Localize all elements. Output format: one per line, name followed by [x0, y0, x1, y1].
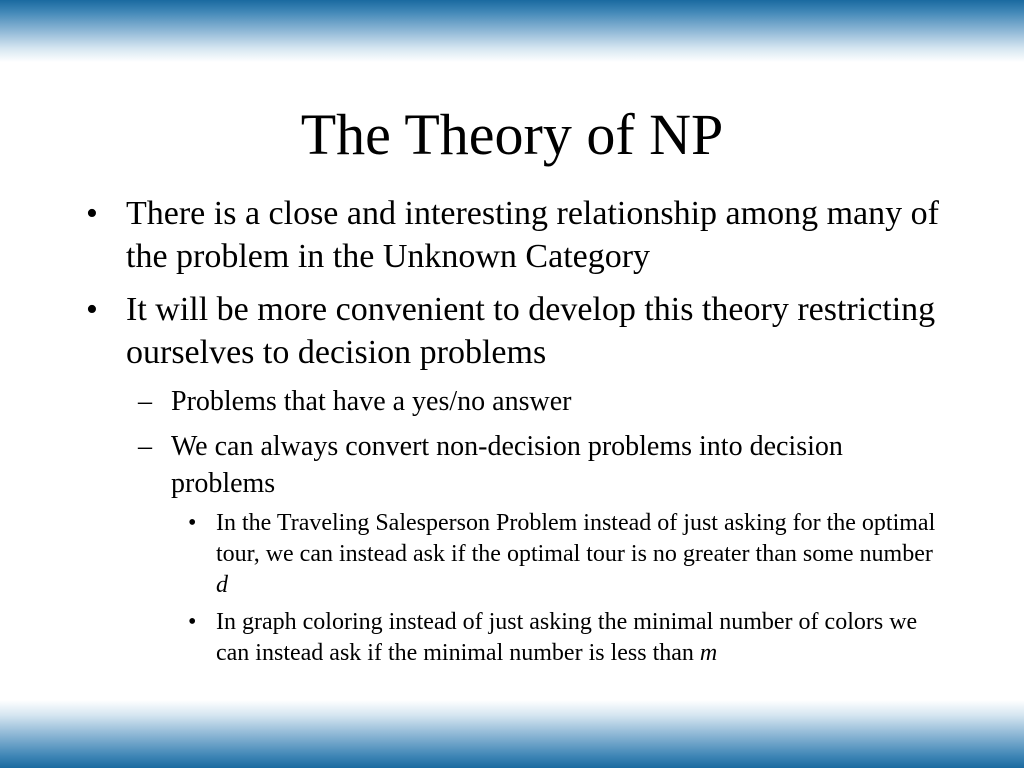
bottom-gradient-band	[0, 700, 1024, 768]
dash-marker: –	[138, 431, 152, 462]
variable-m: m	[699, 640, 718, 666]
bullet-marker: •	[86, 195, 98, 232]
variable-d: d	[216, 572, 228, 598]
slide-title: The Theory of NP	[300, 102, 724, 167]
bullet-text-body: In the Traveling Salesperson Problem instead of just asking for the optimal tour, we can instead ask if the optimal tour is no greater than some number	[216, 510, 936, 567]
sub-sub-bullet-text	[216, 508, 946, 601]
bullet-marker: •	[86, 291, 98, 328]
sub-sub-bullet-text	[216, 607, 946, 669]
bullet-text: It will be more convenient to develop this theory restricting ourselves to decision problems	[126, 291, 936, 371]
bullet-marker: •	[188, 609, 197, 635]
top-gradient-band	[0, 0, 1024, 62]
sub-bullet-text: We can always convert non-decision problems into decision problems	[171, 431, 843, 499]
bullet-text-body: In graph coloring instead of just asking the minimal number of colors we can instead ask if the minimal number is less than	[216, 609, 918, 666]
bullet-text: There is a close and interesting relationship among many of the problem in the Unknown Category	[126, 195, 939, 275]
bullet-marker: •	[188, 510, 197, 536]
sub-bullet-text: Problems that have a yes/no answer	[171, 386, 572, 417]
dash-marker: –	[138, 386, 152, 417]
